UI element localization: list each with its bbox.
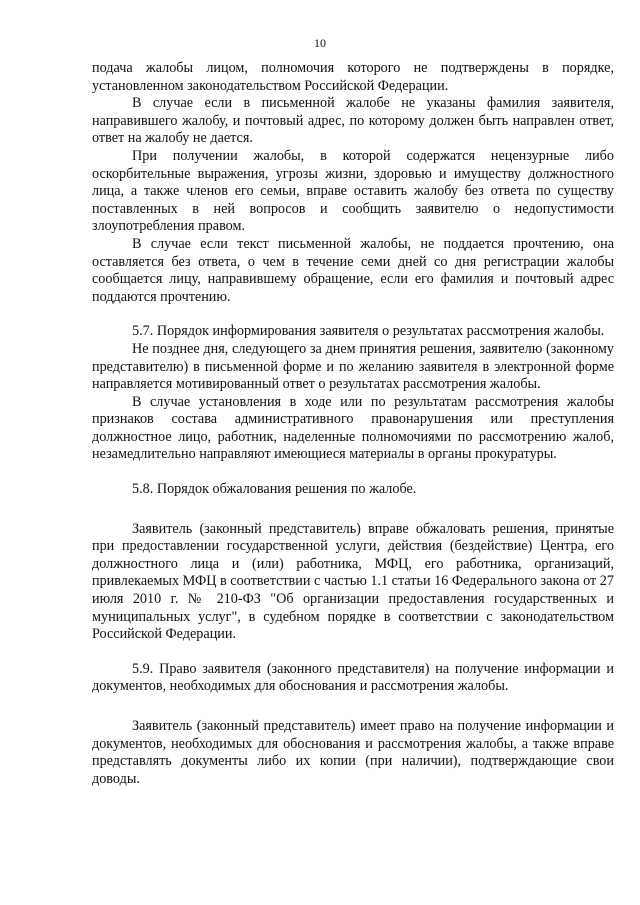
section-heading-5-9: 5.9. Право заявителя (законного представителя) на получение информации и документов, необходимых для обоснования и рассмотрения жалобы. bbox=[92, 660, 614, 695]
paragraph-complaint-submission-continuation: подача жалобы лицом, полномочия которого не подтверждены в порядке, установленном законодательством Российской Федерации. bbox=[92, 60, 614, 94]
paragraph-no-surname-or-address: В случае если в письменной жалобе не указаны фамилия заявителя, направившего жалобу, и почтовый адрес, по которому должен быть направлен ответ, ответ на жалобу не дается. bbox=[92, 95, 614, 147]
document-body bbox=[92, 60, 614, 788]
paragraph-reasoned-response: Не позднее дня, следующего за днем принятия решения, заявителю (законному представителю) в письменной форме и по желанию заявителя в электронной форме направляется мотивированный ответ о результатах рассмотрения жалобы. bbox=[92, 340, 614, 393]
paragraph-right-to-information: Заявитель (законный представитель) имеет право на получение информации и документов, необходимых для обоснования и рассмотрения жалобы, а также вправе представлять документы либо их копии (при наличии), подтверждающие свои доводы. bbox=[92, 718, 614, 787]
paragraph-unreadable-text: В случае если текст письменной жалобы, не поддается прочтению, она оставляется без ответа, о чем в течение семи дней со дня регистрации жалобы сообщается лицу, направившему обращение, если его фамилия и почтовый адрес поддаются прочтению. bbox=[92, 235, 614, 305]
paragraph-offense-signs: В случае установления в ходе или по результатам рассмотрения жалобы признаков состава административного правонарушения или преступления должностное лицо, работник, наделенные полномочиями по рассмотрению жалоб, незамедлительно направляют имеющиеся материалы в органы прокуратуры. bbox=[92, 393, 614, 463]
paragraph-judicial-appeal: Заявитель (законный представитель) вправе обжаловать решения, принятые при предоставлении государственной услуги, действия (бездействие) Центра, его должностного лица и (или) работника, МФЦ, его работника, организаций, привлекаемых МФЦ в соответствии с частью 1.1 статьи 16 Федерального закона от 27 июля 2010 г. № 210-ФЗ "Об организации предоставления государственных и муниципальных услуг", в судебном порядке в соответствии с законодательством Российской Федерации. bbox=[92, 520, 614, 643]
section-heading-5-8: 5.8. Порядок обжалования решения по жалобе. bbox=[132, 481, 417, 498]
page-number: 10 bbox=[314, 36, 326, 50]
section-heading-5-7: 5.7. Порядок информирования заявителя о результатах рассмотрения жалобы. bbox=[132, 323, 605, 340]
paragraph-offensive-language: При получении жалобы, в которой содержатся нецензурные либо оскорбительные выражения, угрозы жизни, здоровью и имуществу должностного лица, а также членов его семьи, вправе оставить жалобу без ответа по существу поставленных в ней вопросов и сообщить заявителю о недопустимости злоупотребления правом. bbox=[92, 147, 614, 235]
